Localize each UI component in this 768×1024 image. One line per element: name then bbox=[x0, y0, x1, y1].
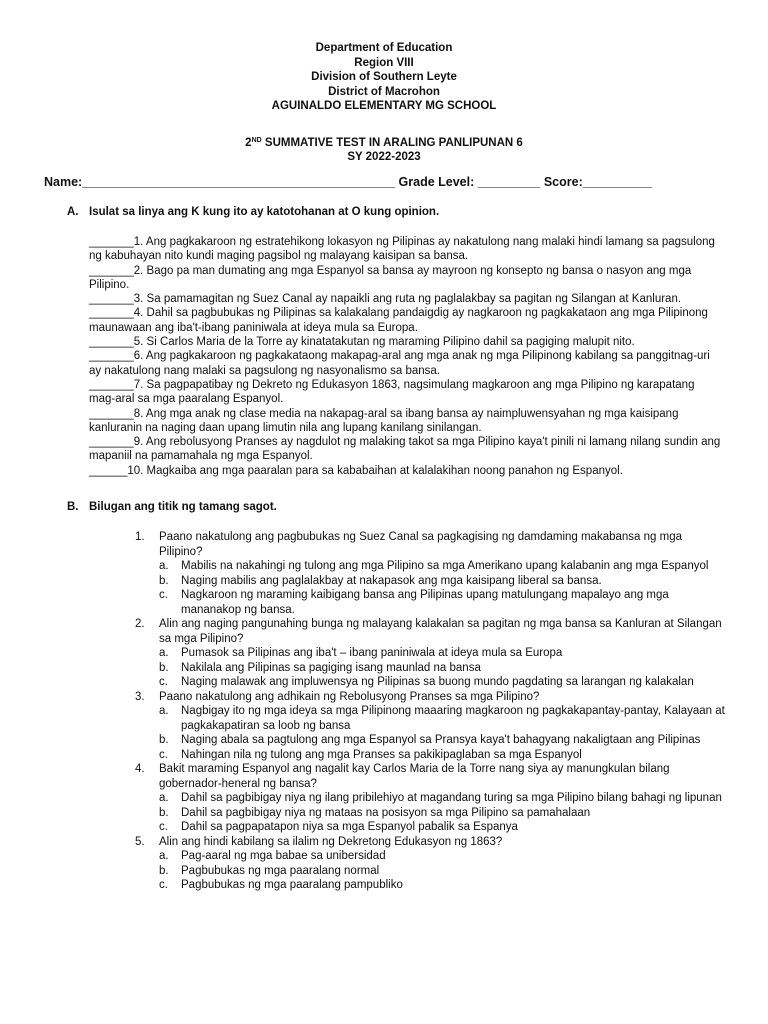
option-letter: a. bbox=[159, 560, 169, 572]
section-b-instruction: Bilugan ang titik ng tamang sagot. bbox=[89, 501, 277, 513]
header-line: District of Macrohon bbox=[328, 85, 440, 98]
option-letter: b. bbox=[159, 734, 169, 746]
answer-option[interactable] bbox=[159, 748, 725, 763]
question-number: 3. bbox=[135, 690, 145, 703]
answer-option[interactable] bbox=[159, 646, 725, 661]
score-label: Score: bbox=[543, 175, 583, 189]
question-5 bbox=[135, 835, 725, 893]
question-number: 4. bbox=[135, 763, 145, 775]
header-line: Division of Southern Leyte bbox=[311, 71, 457, 83]
question-text: Paano nakatulong ang adhikain ng Rebolusyong Pranses sa mga Pilipino? bbox=[159, 690, 540, 703]
option-letter: c. bbox=[159, 821, 168, 833]
answer-option[interactable] bbox=[159, 675, 725, 690]
answer-option[interactable] bbox=[159, 791, 725, 806]
true-false-item: _______3. Sa pamamagitan ng Suez Canal ay napaikli ang ruta ng paglalakbay sa pagitan ng Silangan at Kanluran. bbox=[89, 293, 682, 306]
option-letter: a. bbox=[159, 850, 169, 862]
true-false-item: _______4. Dahil sa pagbubukas ng Pilipinas sa kalakalang pandaigdig ay nagkaroon ng pagkakataon ang mga Pilipinong maunawaan ang iba't-ibang paniniwala at ideya mula sa Europa. bbox=[89, 307, 708, 334]
question-number: 2. bbox=[135, 618, 145, 630]
answer-option[interactable] bbox=[159, 849, 725, 864]
option-letter: c. bbox=[159, 748, 168, 761]
option-text: Nahingan nila ng tulong ang mga Pranses sa pakikipaglaban sa mga Espanyol bbox=[181, 748, 582, 761]
answer-option[interactable] bbox=[159, 820, 725, 835]
option-letter: b. bbox=[159, 574, 169, 587]
option-letter: a. bbox=[159, 792, 169, 804]
answer-option[interactable] bbox=[159, 864, 725, 879]
option-text: Naging mabilis ang paglalakbay at nakapasok ang mga kaisipang liberal sa bansa. bbox=[181, 574, 602, 587]
question-1 bbox=[135, 530, 725, 617]
option-text: Dahil sa pagbibigay niya ng ilang pribilehiyo at magandang turing sa mga Pilipino bilang bahagi ng lipunan bbox=[181, 792, 722, 804]
true-false-item: ______10. Magkaiba ang mga paaralan para sa kababaihan at kalalakihan noong panahon ng Espanyol. bbox=[89, 464, 623, 477]
school-year: SY 2022-2023 bbox=[347, 151, 421, 163]
option-letter: a. bbox=[159, 647, 169, 659]
section-a-heading bbox=[67, 206, 439, 218]
section-b-heading bbox=[67, 501, 277, 513]
true-false-item: _______2. Bago pa man dumating ang mga Espanyol sa bansa ay mayroon ng konsepto ng bansa o nasyon ang mga Pilipino. bbox=[89, 264, 692, 291]
true-false-item: _______8. Ang mga anak ng clase media na nakapag-aral sa ibang bansa ay naimpluwensyahan ng mga kaisipang kanluranin na naging daan upang limutin nila ang lupang kanilang sinilangan. bbox=[89, 407, 679, 434]
title-text: SUMMATIVE TEST IN ARALING PANLIPUNAN 6 bbox=[261, 137, 523, 149]
section-b-questions bbox=[135, 530, 725, 893]
grade-level-blank[interactable]: _________ bbox=[477, 175, 541, 189]
answer-option[interactable] bbox=[159, 704, 725, 733]
title-line bbox=[0, 134, 768, 150]
section-a-items bbox=[89, 235, 721, 478]
option-text: Pagbubukas ng mga paaralang normal bbox=[181, 864, 380, 877]
true-false-item: _______6. Ang pagkakaroon ng pagkakataong makapag-aral ang mga anak ng mga Pilipinong kabilang sa panggitnag-uri ay nakatulong nang malaki sa pagsulong ng nasyonalismo sa bansa. bbox=[89, 350, 710, 377]
option-text: Dahil sa pagbibigay niya ng mataas na posisyon sa mga Pilipino sa pamahalaan bbox=[181, 806, 591, 819]
answer-option[interactable] bbox=[159, 733, 725, 748]
header-line: Department of Education bbox=[315, 42, 453, 54]
name-label: Name: bbox=[44, 175, 83, 189]
option-text: Naging malawak ang impluwensya ng Pilipinas sa buong mundo pagdating sa larangan ng kalakalan bbox=[181, 676, 694, 688]
question-text: Paano nakatulong ang pagbubukas ng Suez Canal sa pagkagising ng damdaming makabansa ng mga Pilipino? bbox=[159, 531, 682, 558]
true-false-item: _______9. Ang rebolusyong Pranses ay nagdulot ng malaking takot sa mga Pilipino kaya't pinili ni lamang nilang sundin ang mapaniil na pamamahala ng mga Espanyol. bbox=[89, 436, 721, 463]
title-number: 2 bbox=[245, 137, 252, 149]
header-line: AGUINALDO ELEMENTARY MG SCHOOL bbox=[271, 100, 497, 112]
answer-option[interactable] bbox=[159, 588, 725, 617]
question-text: Alin ang naging pangunahing bunga ng malayang kalakalan sa pagitan ng mga bansa sa Kanluran at Silangan sa mga Pilipino? bbox=[159, 618, 722, 645]
question-text: Bakit maraming Espanyol ang nagalit kay Carlos Maria de la Torre nang siya ay manungkulan bilang gobernador-heneral ng bansa? bbox=[159, 763, 670, 790]
answer-option[interactable] bbox=[159, 806, 725, 821]
option-letter: c. bbox=[159, 676, 168, 688]
test-title bbox=[0, 134, 768, 164]
answer-option[interactable] bbox=[159, 574, 725, 589]
school-header bbox=[0, 41, 768, 114]
question-4 bbox=[135, 762, 725, 835]
student-info-line bbox=[44, 175, 734, 189]
question-number: 5. bbox=[135, 835, 145, 848]
option-text: Dahil sa pagpapatapon niya sa mga Espanyol pabalik sa Espanya bbox=[181, 821, 518, 833]
section-b-letter: B. bbox=[67, 501, 79, 513]
title-superscript: ND bbox=[251, 137, 262, 144]
option-letter: b. bbox=[159, 661, 169, 674]
grade-level-label: Grade Level: bbox=[398, 175, 475, 189]
option-text: Pag-aaral ng mga babae sa unibersidad bbox=[181, 850, 386, 862]
option-letter: b. bbox=[159, 806, 169, 819]
option-text: Nagkaroon ng maraming kaibigang bansa ang Pilipinas upang matulungang mapalayo ang mga mananakop ng bansa. bbox=[181, 589, 669, 616]
answer-option[interactable] bbox=[159, 878, 725, 893]
option-text: Pumasok sa Pilipinas ang iba't – ibang paniniwala at ideya mula sa Europa bbox=[181, 647, 563, 659]
option-letter: b. bbox=[159, 864, 169, 877]
option-text: Pagbubukas ng mga paaralang pampubliko bbox=[181, 879, 403, 891]
question-text: Alin ang hindi kabilang sa ilalim ng Dekretong Edukasyon ng 1863? bbox=[159, 835, 503, 848]
header-line: Region VIII bbox=[354, 56, 414, 69]
option-text: Mabilis na nakahingi ng tulong ang mga Pilipino sa mga Amerikano upang kalabanin ang mga Espanyol bbox=[181, 560, 709, 572]
option-text: Nakilala ang Pilipinas sa pagiging isang maunlad na bansa bbox=[181, 661, 481, 674]
option-letter: a. bbox=[159, 705, 169, 717]
option-letter: c. bbox=[159, 589, 168, 601]
option-letter: c. bbox=[159, 879, 168, 891]
option-text: Nagbigay ito ng mga ideya sa mga Pilipinong maaaring magkaroon ng pagkakapantay-pantay, Kalayaan at pagkakapatiran sa loob ng bansa bbox=[181, 705, 725, 732]
true-false-item: _______7. Sa pagpapatibay ng Dekreto ng Edukasyon 1863, nagsimulang magkaroon ang mga Pilipino ng karapatang mag-aral sa mga paaralang Espanyol. bbox=[89, 378, 695, 406]
name-blank[interactable]: _____________________________________________ bbox=[82, 175, 396, 189]
true-false-item: _______5. Si Carlos Maria de la Torre ay kinatatakutan ng maraming Pilipino dahil sa pagiging malupit nito. bbox=[89, 336, 635, 349]
true-false-item: _______1. Ang pagkakaroon ng estratehikong lokasyon ng Pilipinas ay nakatulong nang malaki hindi lamang sa pagsulong ng kabuhayan nito kundi maging pagsibol ng malayang kaisipan sa bansa. bbox=[89, 236, 715, 263]
option-text: Naging abala sa pagtulong ang mga Espanyol sa Pransya kaya't bahagyang nakaligtaan ang Pilipinas bbox=[181, 734, 701, 746]
section-a-instruction: Isulat sa linya ang K kung ito ay katotohanan at O kung opinion. bbox=[89, 206, 440, 218]
answer-option[interactable] bbox=[159, 559, 725, 574]
question-3 bbox=[135, 690, 725, 763]
question-2 bbox=[135, 617, 725, 690]
question-number: 1. bbox=[135, 531, 145, 543]
answer-option[interactable] bbox=[159, 661, 725, 676]
score-blank[interactable]: __________ bbox=[582, 175, 653, 189]
section-a-letter: A. bbox=[67, 206, 79, 218]
